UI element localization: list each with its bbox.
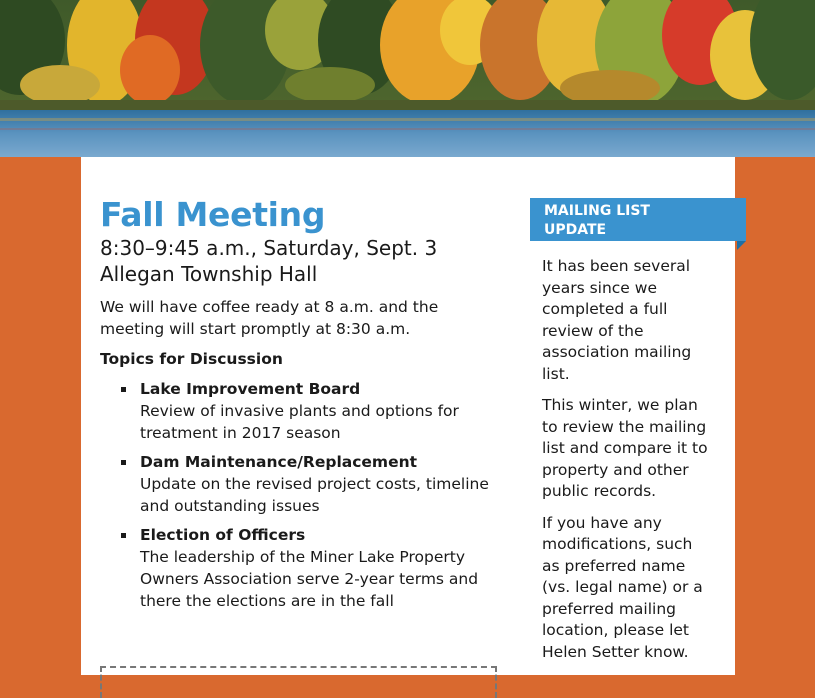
- list-item: [100, 524, 510, 612]
- bullet-icon: [121, 460, 126, 465]
- page-title: Fall Meeting: [100, 195, 326, 234]
- dashed-box: [100, 666, 497, 698]
- hero-photo: [0, 0, 815, 157]
- meeting-time: 8:30–9:45 a.m., Saturday, Sept. 3: [100, 236, 438, 260]
- sidebar-heading-ribbon: [530, 198, 746, 241]
- sidebar-heading: MAILING LIST UPDATE: [544, 203, 650, 238]
- sidebar-paragraph: This winter, we plan to review the mailing list and compare it to property and other public records.: [542, 396, 708, 500]
- meeting-location: Allegan Township Hall: [100, 262, 318, 286]
- topic-title: Dam Maintenance/Replacement: [140, 453, 418, 471]
- meeting-section: [100, 195, 510, 619]
- sidebar-paragraph: It has been several years since we completed a full review of the association mailing list.: [542, 257, 692, 383]
- list-item: [100, 378, 510, 444]
- list-item: [100, 451, 510, 517]
- topic-description: The leadership of the Miner Lake Property Owners Association serve 2-year terms and there the elections are in the fall: [140, 548, 479, 610]
- topic-title: Election of Officers: [140, 526, 306, 544]
- ribbon-fold-icon: [737, 241, 746, 250]
- sidebar-paragraph: If you have any modifications, such as preferred name (vs. legal name) or a preferred mailing location, please let Helen Setter know.: [542, 513, 703, 661]
- newsletter-card: [81, 157, 735, 675]
- topic-description: Update on the revised project costs, timeline and outstanding issues: [140, 475, 489, 515]
- bullet-icon: [121, 387, 126, 392]
- meeting-intro: We will have coffee ready at 8 a.m. and the meeting will start promptly at 8:30 a.m.: [100, 298, 439, 338]
- topic-description: Review of invasive plants and options for treatment in 2017 season: [140, 402, 459, 442]
- sidebar: [530, 198, 715, 673]
- autumn-lake-photo: [0, 0, 815, 157]
- topics-list: [100, 378, 510, 612]
- topic-title: Lake Improvement Board: [140, 380, 361, 398]
- bullet-icon: [121, 533, 126, 538]
- topics-heading: Topics for Discussion: [100, 350, 283, 368]
